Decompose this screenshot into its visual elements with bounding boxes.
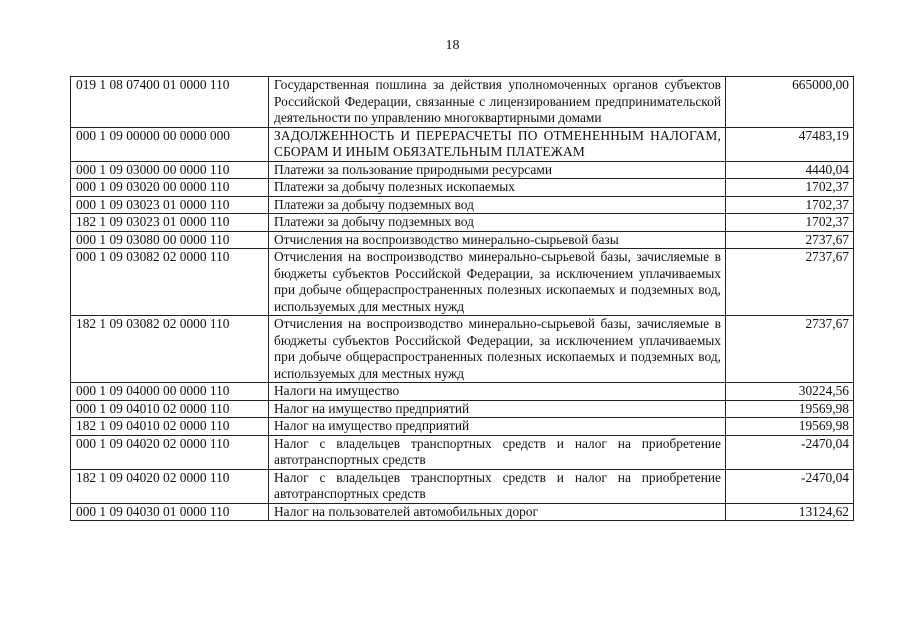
amount-cell: 665000,00 [726,77,854,128]
amount-cell: 2737,67 [726,249,854,316]
budget-code-cell: 182 1 09 03082 02 0000 110 [71,316,269,383]
revenue-name-cell: Отчисления на воспроизводство минерально-сырьевой базы, зачисляемые в бюджеты субъектов Российской Федерации, за исключением уплачиваемых при добыче общераспространенных полезных ископаемых и подземных вод, используемых для местных нужд [269,249,726,316]
amount-cell: 19569,98 [726,418,854,436]
table-row [71,231,854,249]
revenue-name-cell: Платежи за добычу подземных вод [269,214,726,232]
table-row [71,469,854,503]
revenue-name-cell: Платежи за добычу полезных ископаемых [269,179,726,197]
budget-code-cell: 000 1 09 03080 00 0000 110 [71,231,269,249]
amount-cell: -2470,04 [726,435,854,469]
amount-cell: 2737,67 [726,316,854,383]
table-row [71,127,854,161]
revenue-name-cell: Налог на пользователей автомобильных дорог [269,503,726,521]
budget-code-cell: 000 1 09 04030 01 0000 110 [71,503,269,521]
revenue-name-cell: Налог на имущество предприятий [269,400,726,418]
table-row [71,383,854,401]
budget-code-cell: 000 1 09 04020 02 0000 110 [71,435,269,469]
table-row [71,503,854,521]
table-row [71,77,854,128]
table-row [71,179,854,197]
table-row [71,249,854,316]
revenue-name-cell: Отчисления на воспроизводство минерально-сырьевой базы [269,231,726,249]
table-row [71,196,854,214]
table-row [71,316,854,383]
revenue-name-cell: Налоги на имущество [269,383,726,401]
revenue-name-cell: Платежи за пользование природными ресурсами [269,161,726,179]
table-row [71,161,854,179]
table-row [71,214,854,232]
amount-cell: 1702,37 [726,196,854,214]
budget-code-cell: 182 1 09 04010 02 0000 110 [71,418,269,436]
amount-cell: 47483,19 [726,127,854,161]
amount-cell: -2470,04 [726,469,854,503]
page-number: 18 [445,38,460,53]
revenue-name-cell: Налог на имущество предприятий [269,418,726,436]
budget-code-cell: 000 1 09 03023 01 0000 110 [71,196,269,214]
budget-code-cell: 182 1 09 04020 02 0000 110 [71,469,269,503]
amount-cell: 30224,56 [726,383,854,401]
revenue-name-cell: Платежи за добычу подземных вод [269,196,726,214]
amount-cell: 2737,67 [726,231,854,249]
budget-code-cell: 000 1 09 03000 00 0000 110 [71,161,269,179]
revenue-name-cell: Отчисления на воспроизводство минерально-сырьевой базы, зачисляемые в бюджеты субъектов Российской Федерации, за исключением уплачиваемых при добыче общераспространенных полезных ископаемых и подземных вод, используемых для местных нужд [269,316,726,383]
budget-revenue-table [70,76,854,521]
table-row [71,418,854,436]
amount-cell: 13124,62 [726,503,854,521]
table-row [71,400,854,418]
budget-code-cell: 000 1 09 04000 00 0000 110 [71,383,269,401]
revenue-name-cell: Налог с владельцев транспортных средств и налог на приобретение автотранспортных средств [269,435,726,469]
amount-cell: 1702,37 [726,179,854,197]
table-row [71,435,854,469]
amount-cell: 1702,37 [726,214,854,232]
budget-code-cell: 019 1 08 07400 01 0000 110 [71,77,269,128]
amount-cell: 19569,98 [726,400,854,418]
budget-code-cell: 000 1 09 00000 00 0000 000 [71,127,269,161]
budget-code-cell: 000 1 09 03020 00 0000 110 [71,179,269,197]
revenue-name-cell: Государственная пошлина за действия уполномоченных органов субъектов Российской Федерации, связанные с лицензированием предпринимательской деятельности по управлению многоквартирными домами [269,77,726,128]
budget-code-cell: 182 1 09 03023 01 0000 110 [71,214,269,232]
revenue-name-cell: ЗАДОЛЖЕННОСТЬ И ПЕРЕРАСЧЕТЫ ПО ОТМЕНЕННЫМ НАЛОГАМ, СБОРАМ И ИНЫМ ОБЯЗАТЕЛЬНЫМ ПЛАТЕЖАМ [269,127,726,161]
amount-cell: 4440,04 [726,161,854,179]
revenue-name-cell: Налог с владельцев транспортных средств и налог на приобретение автотранспортных средств [269,469,726,503]
budget-code-cell: 000 1 09 03082 02 0000 110 [71,249,269,316]
budget-code-cell: 000 1 09 04010 02 0000 110 [71,400,269,418]
